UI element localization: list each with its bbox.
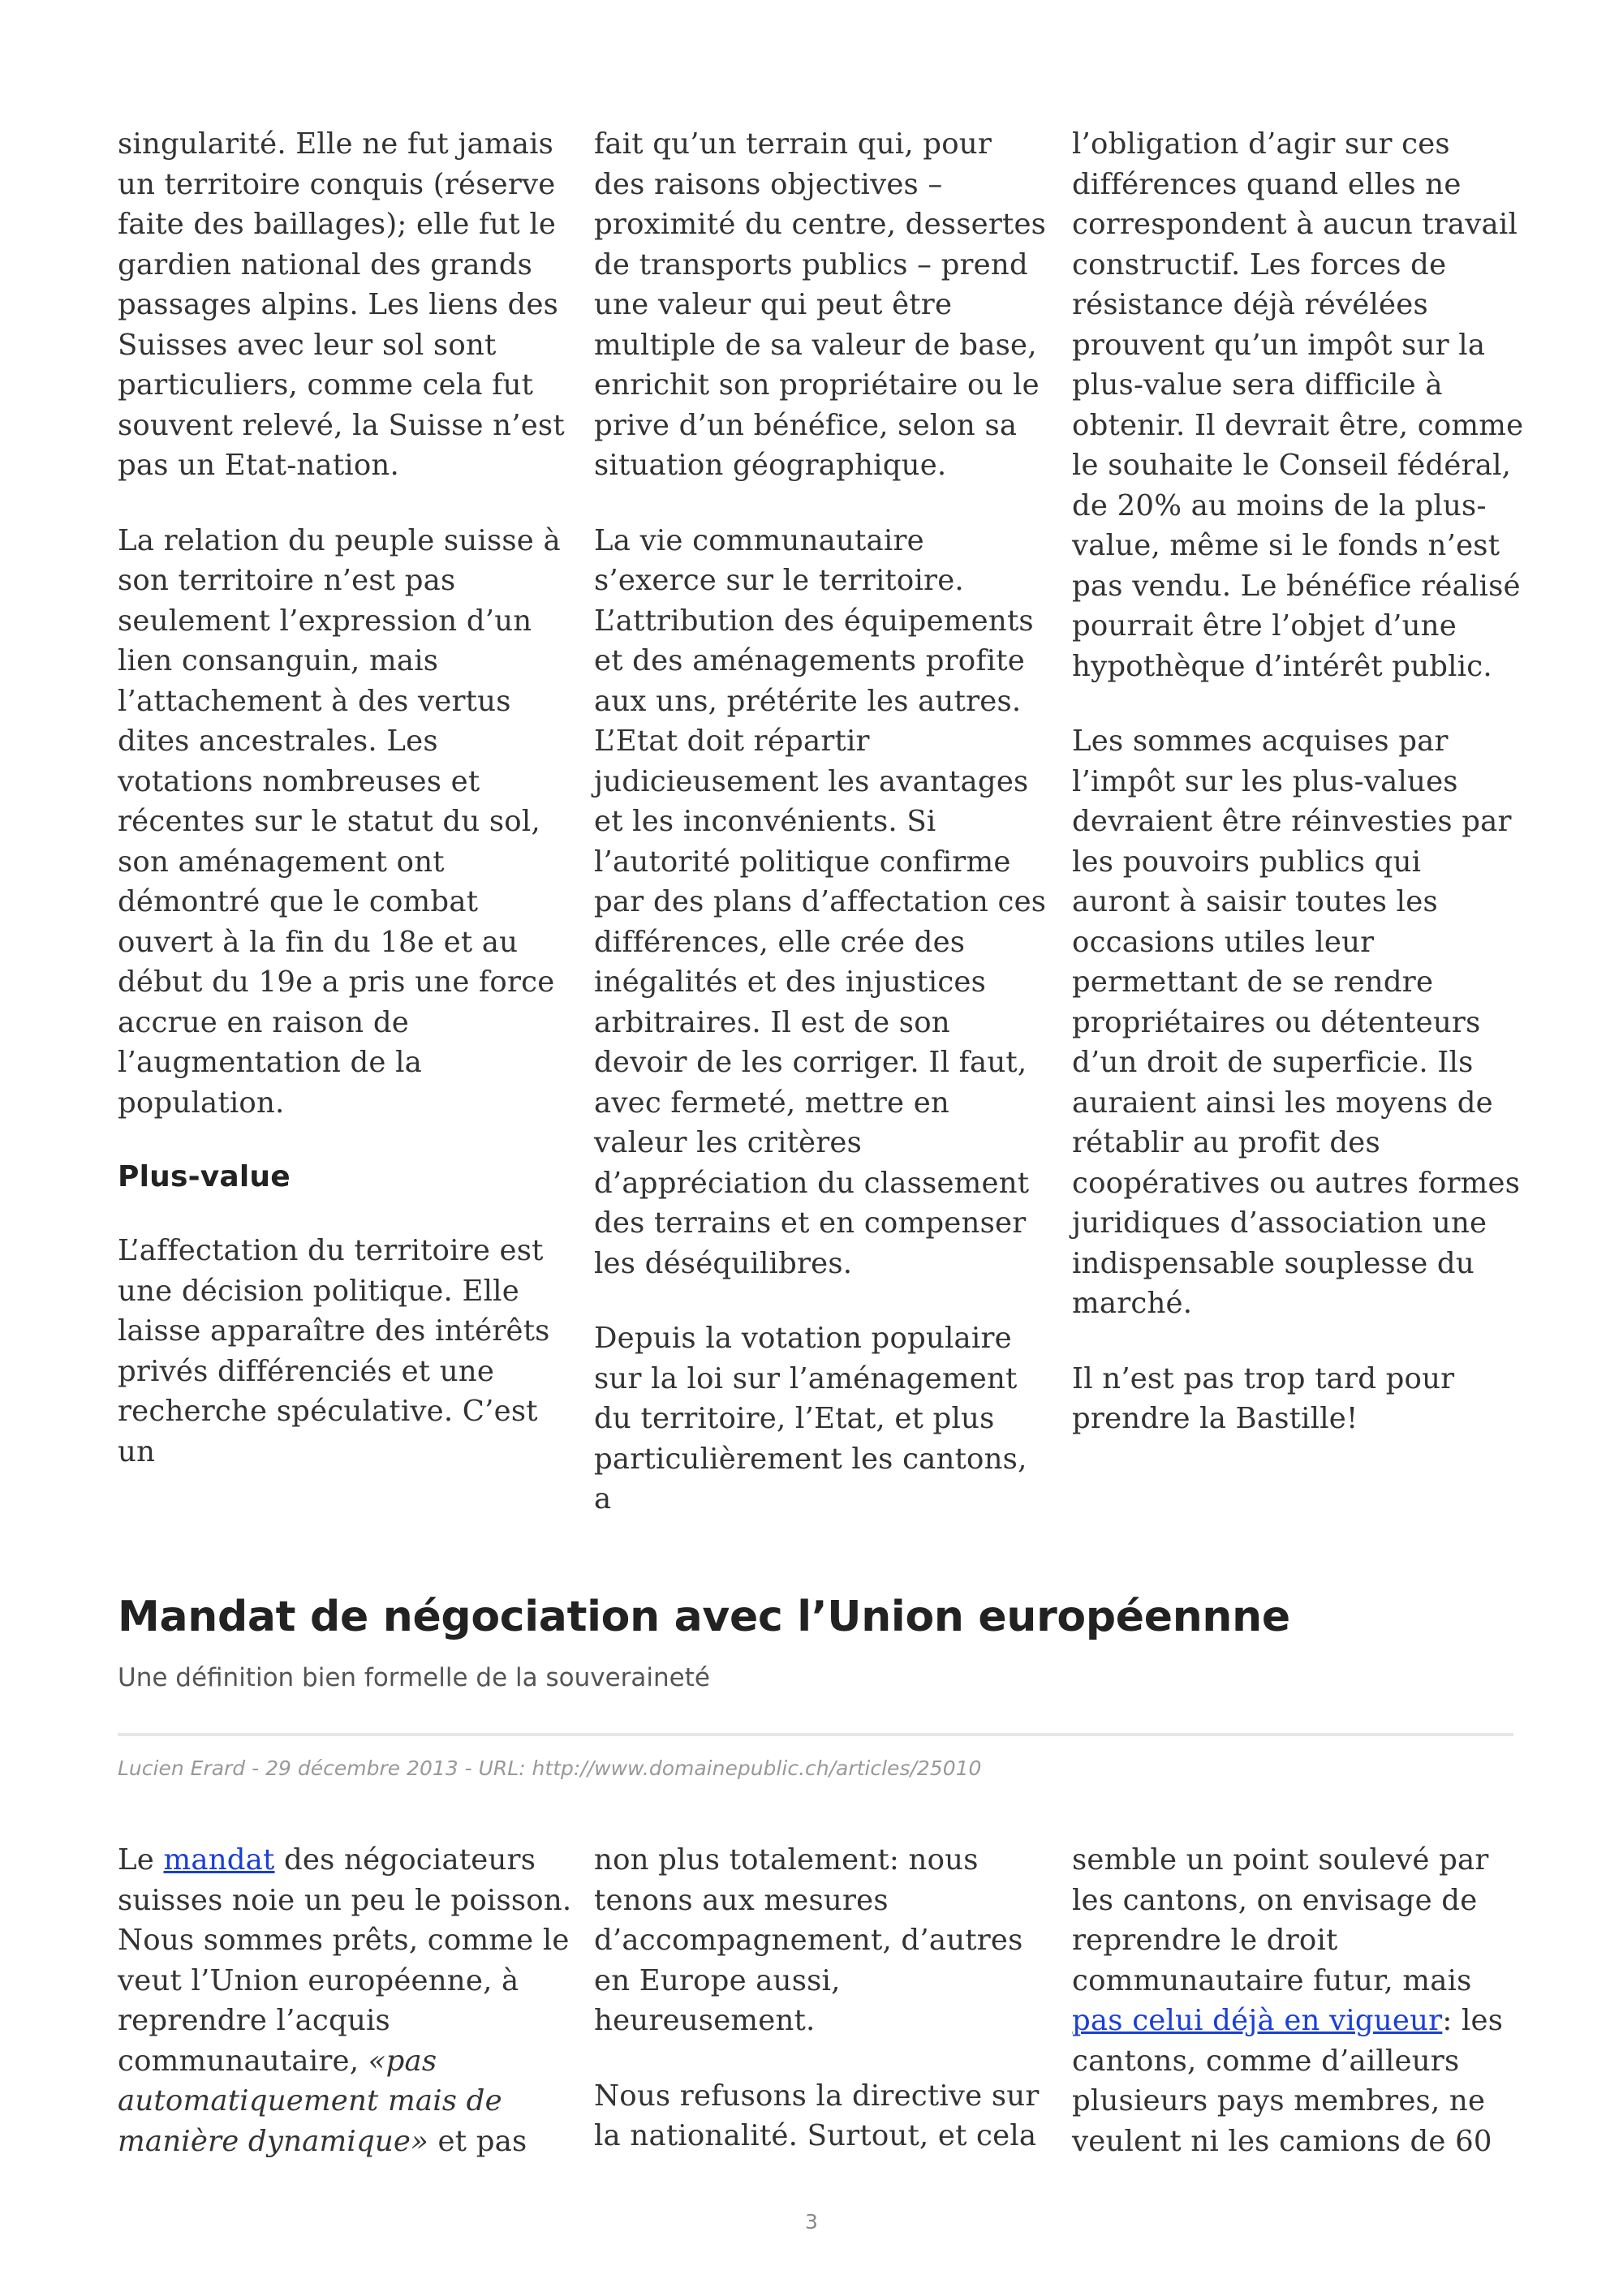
text-segment: et pas <box>428 2124 527 2158</box>
droit-en-vigueur-link[interactable]: pas celui déjà en vigueur <box>1072 2004 1443 2037</box>
body-paragraph: Depuis la votation populaire sur la loi sur l’aménagement du territoire, l’Etat, et plus particulièrement les cantons, a <box>594 1322 1027 1516</box>
body-paragraph <box>118 1840 572 2161</box>
upper-column-3 <box>1072 124 1526 1474</box>
body-paragraph <box>1072 1840 1526 2161</box>
upper-column-1 <box>118 124 572 1507</box>
mandat-link[interactable]: mandat <box>163 1843 275 1877</box>
lower-column-3 <box>1072 1840 1526 2196</box>
text-segment: semble un point soulevé par les cantons, on envisage de reprendre le droit communautaire futur, mais <box>1072 1843 1489 1997</box>
body-paragraph: Il n’est pas trop tard pour prendre la Bastille! <box>1072 1361 1455 1435</box>
body-paragraph: La vie communautaire s’exerce sur le territoire. L’attribution des équipements et des aménagements profite aux uns, prétérite les autres. L’Etat doit répartir judicieusement les avantages et les inconvénients. Si l’autorité politique confirme par des plans d’affectation ces différences, elle crée des inégalités et des injustices arbitraires. Il est de son devoir de les corriger. Il faut, avec fermeté, mettre en valeur les critères d’appréciation du classement des terrains et en compenser les déséquilibres. <box>594 523 1047 1280</box>
body-paragraph: Nous refusons la directive sur la nationalité. Surtout, et cela <box>594 2079 1040 2152</box>
lower-column-2 <box>594 1840 1048 2191</box>
section-heading-plus-value: Plus-value <box>118 1160 291 1193</box>
text-segment: des négociateurs suisses noie un peu le poisson. Nous sommes prêts, comme le veut l’Union européenne, à reprendre l’acquis communautaire, <box>118 1843 572 2078</box>
text-segment: Le <box>118 1843 164 1877</box>
body-paragraph: Les sommes acquises par l’impôt sur les plus-values devraient être réinvesties par les pouvoirs publics qui auront à saisir toutes les occasions utiles leur permettant de se rendre propriétaires ou détenteurs d’un droit de superficie. Ils auraient ainsi les moyens de rétablir au profit des coopératives ou autres formes juridiques d’association une indispensable souplesse du marché. <box>1072 724 1521 1320</box>
body-paragraph: non plus totalement: nous tenons aux mesures d’accompagnement, d’autres en Europe aussi, heureusement. <box>594 1843 1023 2037</box>
body-paragraph: fait qu’un terrain qui, pour des raisons objectives – proximité du centre, dessertes de transports publics – prend une valeur qui peut être multiple de sa valeur de base, enrichit son propriétaire ou le prive d’un bénéfice, selon sa situation géographique. <box>594 127 1047 482</box>
article-title: Mandat de négociation avec l’Union européennne <box>118 1593 1290 1641</box>
article-byline: Lucien Erard - 29 décembre 2013 - URL: http://www.domainepublic.ch/articles/25010 <box>118 1756 982 1780</box>
body-paragraph: L’affectation du territoire est une décision politique. Elle laisse apparaître des intérêts privés différenciés et une recherche spéculative. C’est un <box>118 1234 550 1468</box>
body-paragraph: La relation du peuple suisse à son territoire n’est pas seulement l’expression d’un lien consanguin, mais l’attachement à des vertus dites ancestrales. Les votations nombreuses et récentes sur le statut du sol, son aménagement ont démontré que le combat ouvert à la fin du 18e et au début du 19e a pris une force accrue en raison de l’augmentation de la population. <box>118 523 561 1120</box>
upper-column-2 <box>594 124 1048 1554</box>
body-paragraph: l’obligation d’agir sur ces différences quand elles ne correspondent à aucun travail constructif. Les forces de résistance déjà révélées prouvent qu’un impôt sur la plus-value sera difficile à obtenir. Il devrait être, comme le souhaite le Conseil fédéral, de 20% au moins de la plus-value, même si le fonds n’est pas vendu. Le bénéfice réalisé pourrait être l’objet d’une hypothèque d’intérêt public. <box>1072 127 1524 683</box>
page-number: 3 <box>805 2210 818 2234</box>
header-divider <box>118 1733 1513 1736</box>
body-paragraph: singularité. Elle ne fut jamais un territoire conquis (réserve faite des baillages); elle fut le gardien national des grands passages alpins. Les liens des Suisses avec leur sol sont particuliers, comme cela fut souvent relevé, la Suisse n’est pas un Etat-nation. <box>118 127 565 482</box>
lower-column-1 <box>118 1840 572 2196</box>
article-subtitle: Une définition bien formelle de la souveraineté <box>118 1663 710 1692</box>
quote-text: «pas automatiquement mais de manière dynamique» <box>118 2044 502 2158</box>
text-segment: : les cantons, comme d’ailleurs plusieurs pays membres, ne veulent ni les camions de 60 <box>1072 2004 1504 2158</box>
